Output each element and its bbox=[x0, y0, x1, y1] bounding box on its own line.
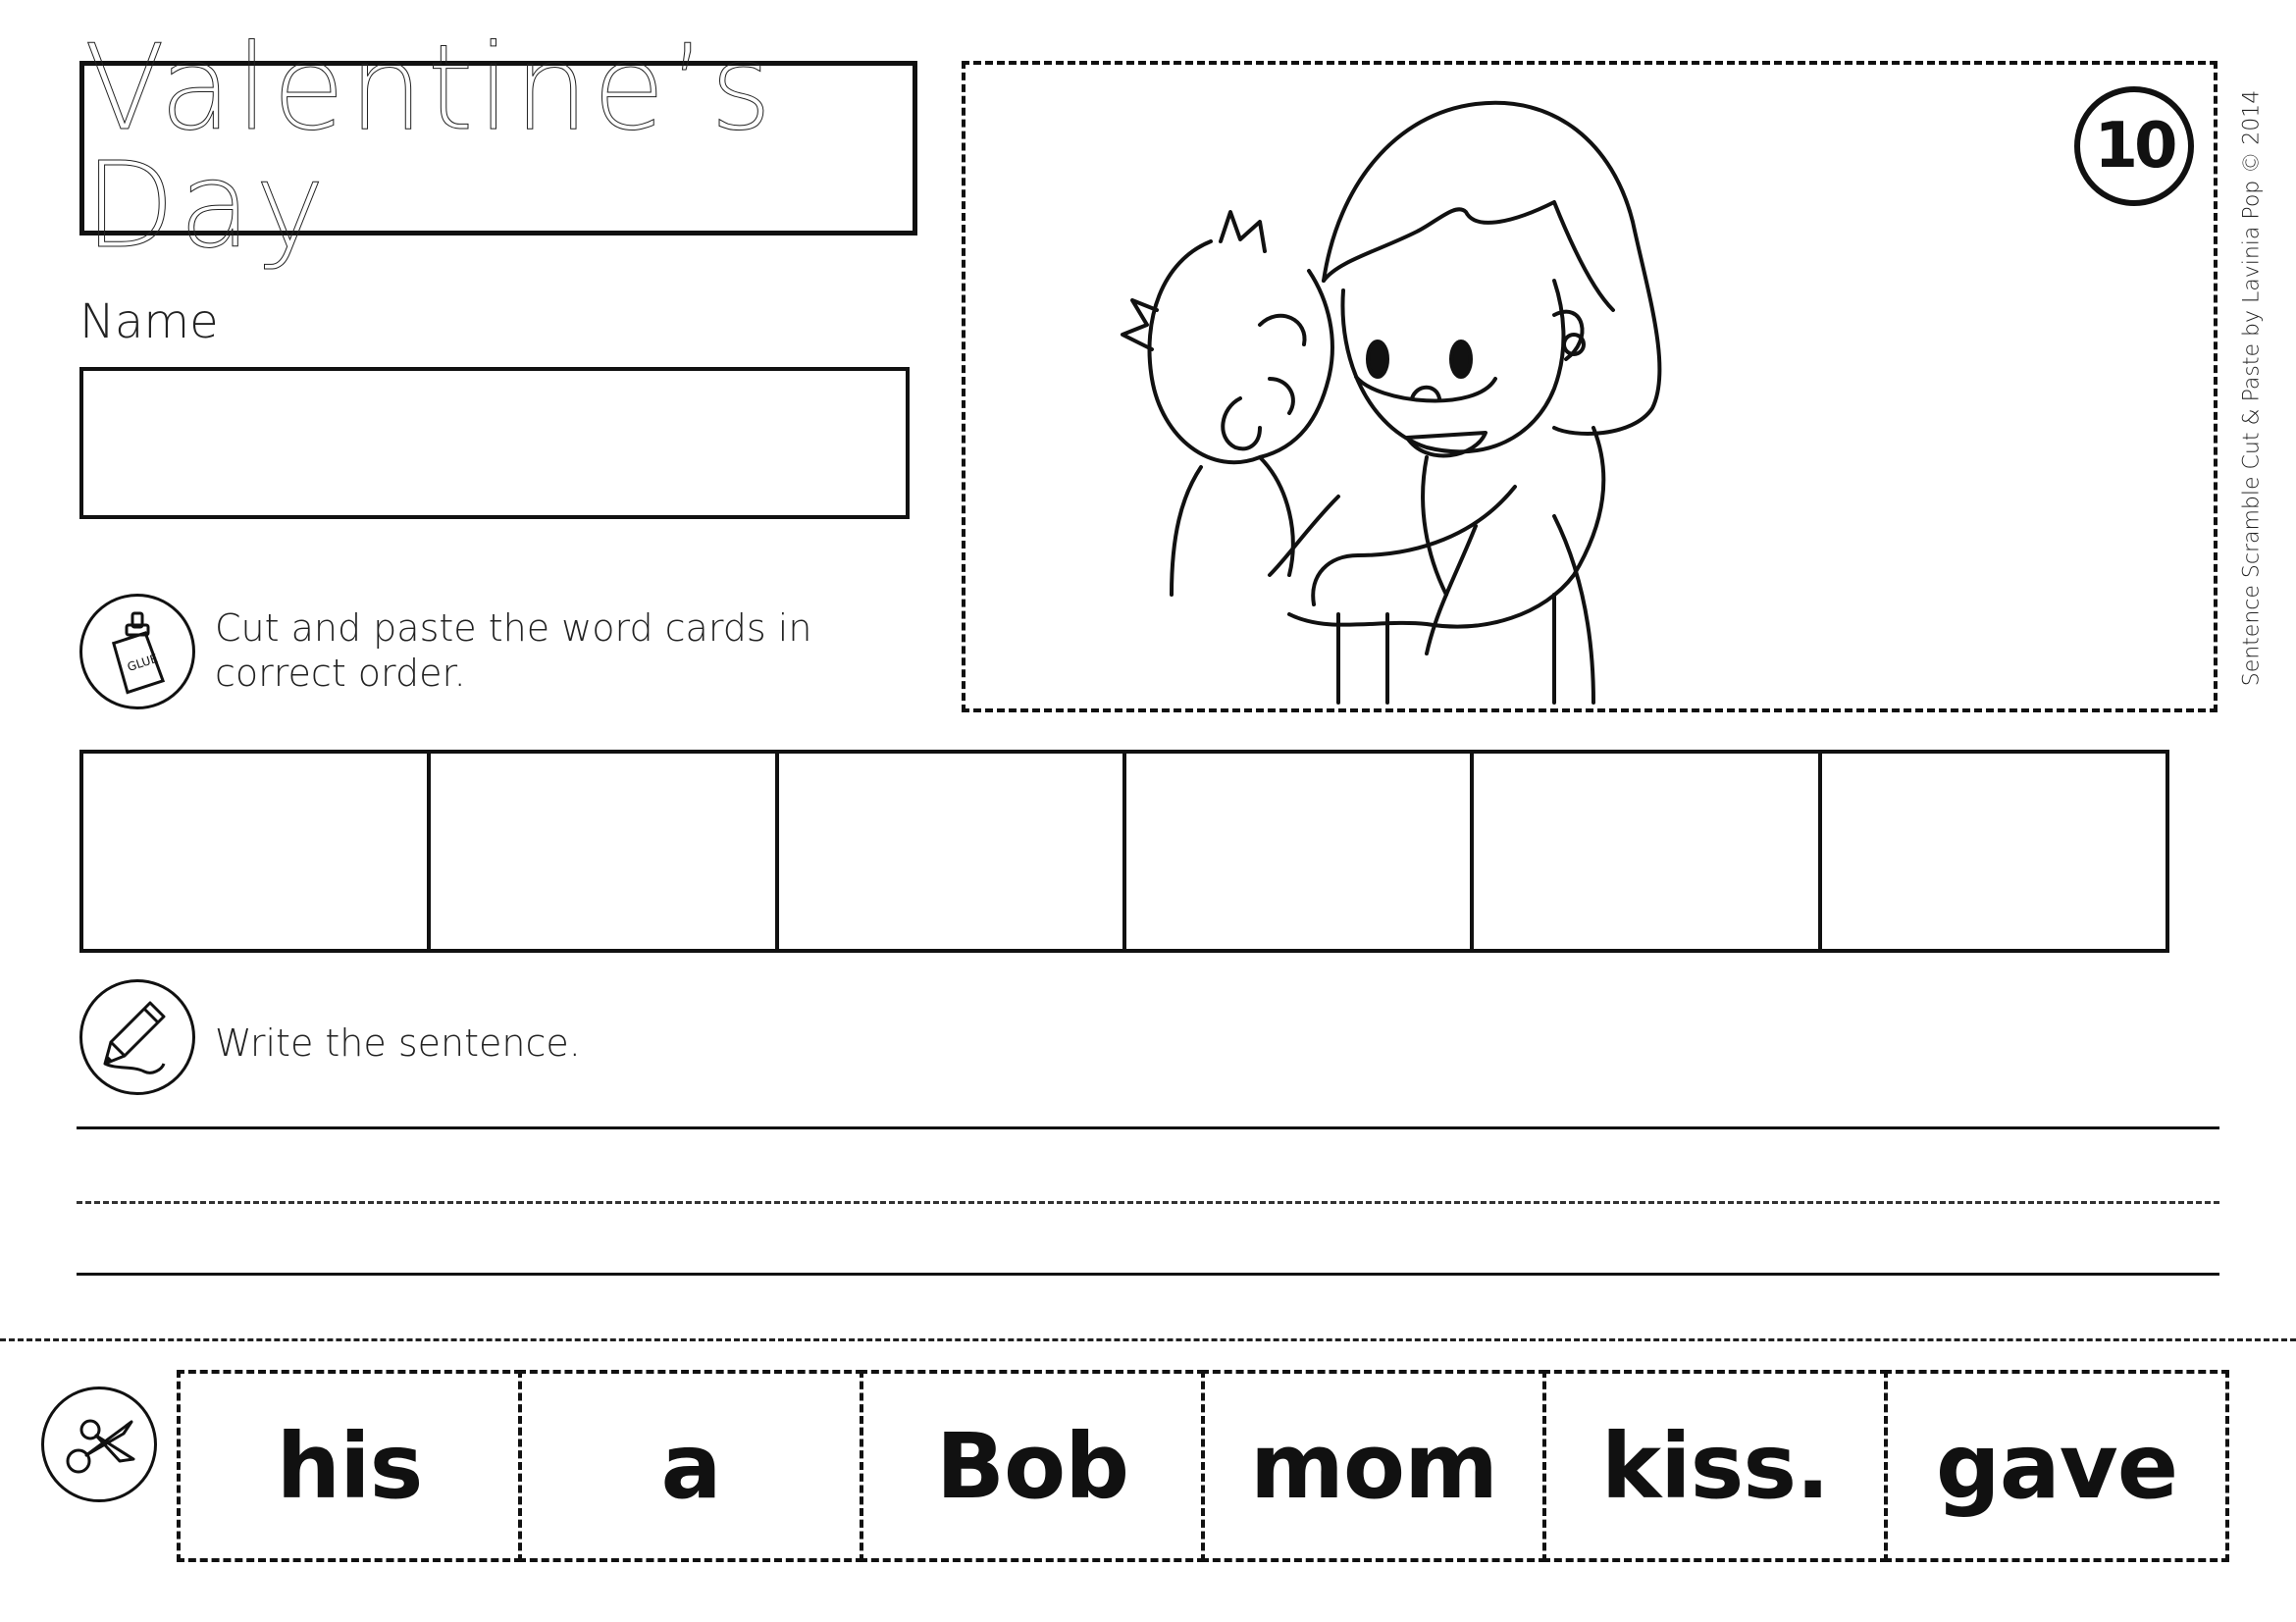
copyright-text-wrapper bbox=[2237, 59, 2267, 716]
title-text: Valentine’s Day bbox=[84, 21, 776, 275]
word-card-his[interactable]: his bbox=[177, 1370, 522, 1562]
name-label: Name bbox=[79, 294, 219, 349]
picture-panel bbox=[962, 61, 2218, 712]
pencil-icon bbox=[79, 979, 195, 1095]
writing-line-bottom[interactable] bbox=[77, 1273, 2219, 1276]
writing-line-top[interactable] bbox=[77, 1126, 2219, 1129]
answer-box-row bbox=[79, 750, 2169, 953]
svg-text:GLUE: GLUE bbox=[125, 651, 160, 674]
word-card-row bbox=[177, 1370, 2225, 1566]
word-card-a[interactable]: a bbox=[518, 1370, 863, 1562]
answer-box-3[interactable] bbox=[779, 754, 1126, 949]
glue-icon bbox=[79, 594, 195, 709]
scissors-icon bbox=[41, 1387, 157, 1502]
copyright-text: Sentence Scramble Cut & Paste by Lavinia Pop © 2014 bbox=[2239, 89, 2265, 686]
name-field[interactable] bbox=[79, 367, 910, 519]
word-card-bob[interactable]: Bob bbox=[860, 1370, 1205, 1562]
answer-box-1[interactable] bbox=[83, 754, 431, 949]
worksheet-number-badge: 10 bbox=[2074, 86, 2194, 206]
write-instruction: Write the sentence. bbox=[215, 1021, 581, 1065]
writing-line-middle[interactable] bbox=[77, 1201, 2219, 1204]
answer-box-5[interactable] bbox=[1474, 754, 1821, 949]
word-card-kiss[interactable]: kiss. bbox=[1542, 1370, 1888, 1562]
answer-box-6[interactable] bbox=[1822, 754, 2166, 949]
worksheet-title-box bbox=[79, 21, 917, 275]
mother-hugging-boy-illustration bbox=[965, 65, 2214, 708]
word-card-mom[interactable]: mom bbox=[1201, 1370, 1546, 1562]
answer-box-4[interactable] bbox=[1126, 754, 1474, 949]
word-card-gave[interactable]: gave bbox=[1884, 1370, 2229, 1562]
cut-line bbox=[0, 1338, 2296, 1341]
worksheet-title bbox=[84, 21, 913, 275]
cut-paste-instruction: Cut and paste the word cards in correct order. bbox=[215, 606, 812, 695]
answer-box-2[interactable] bbox=[431, 754, 778, 949]
